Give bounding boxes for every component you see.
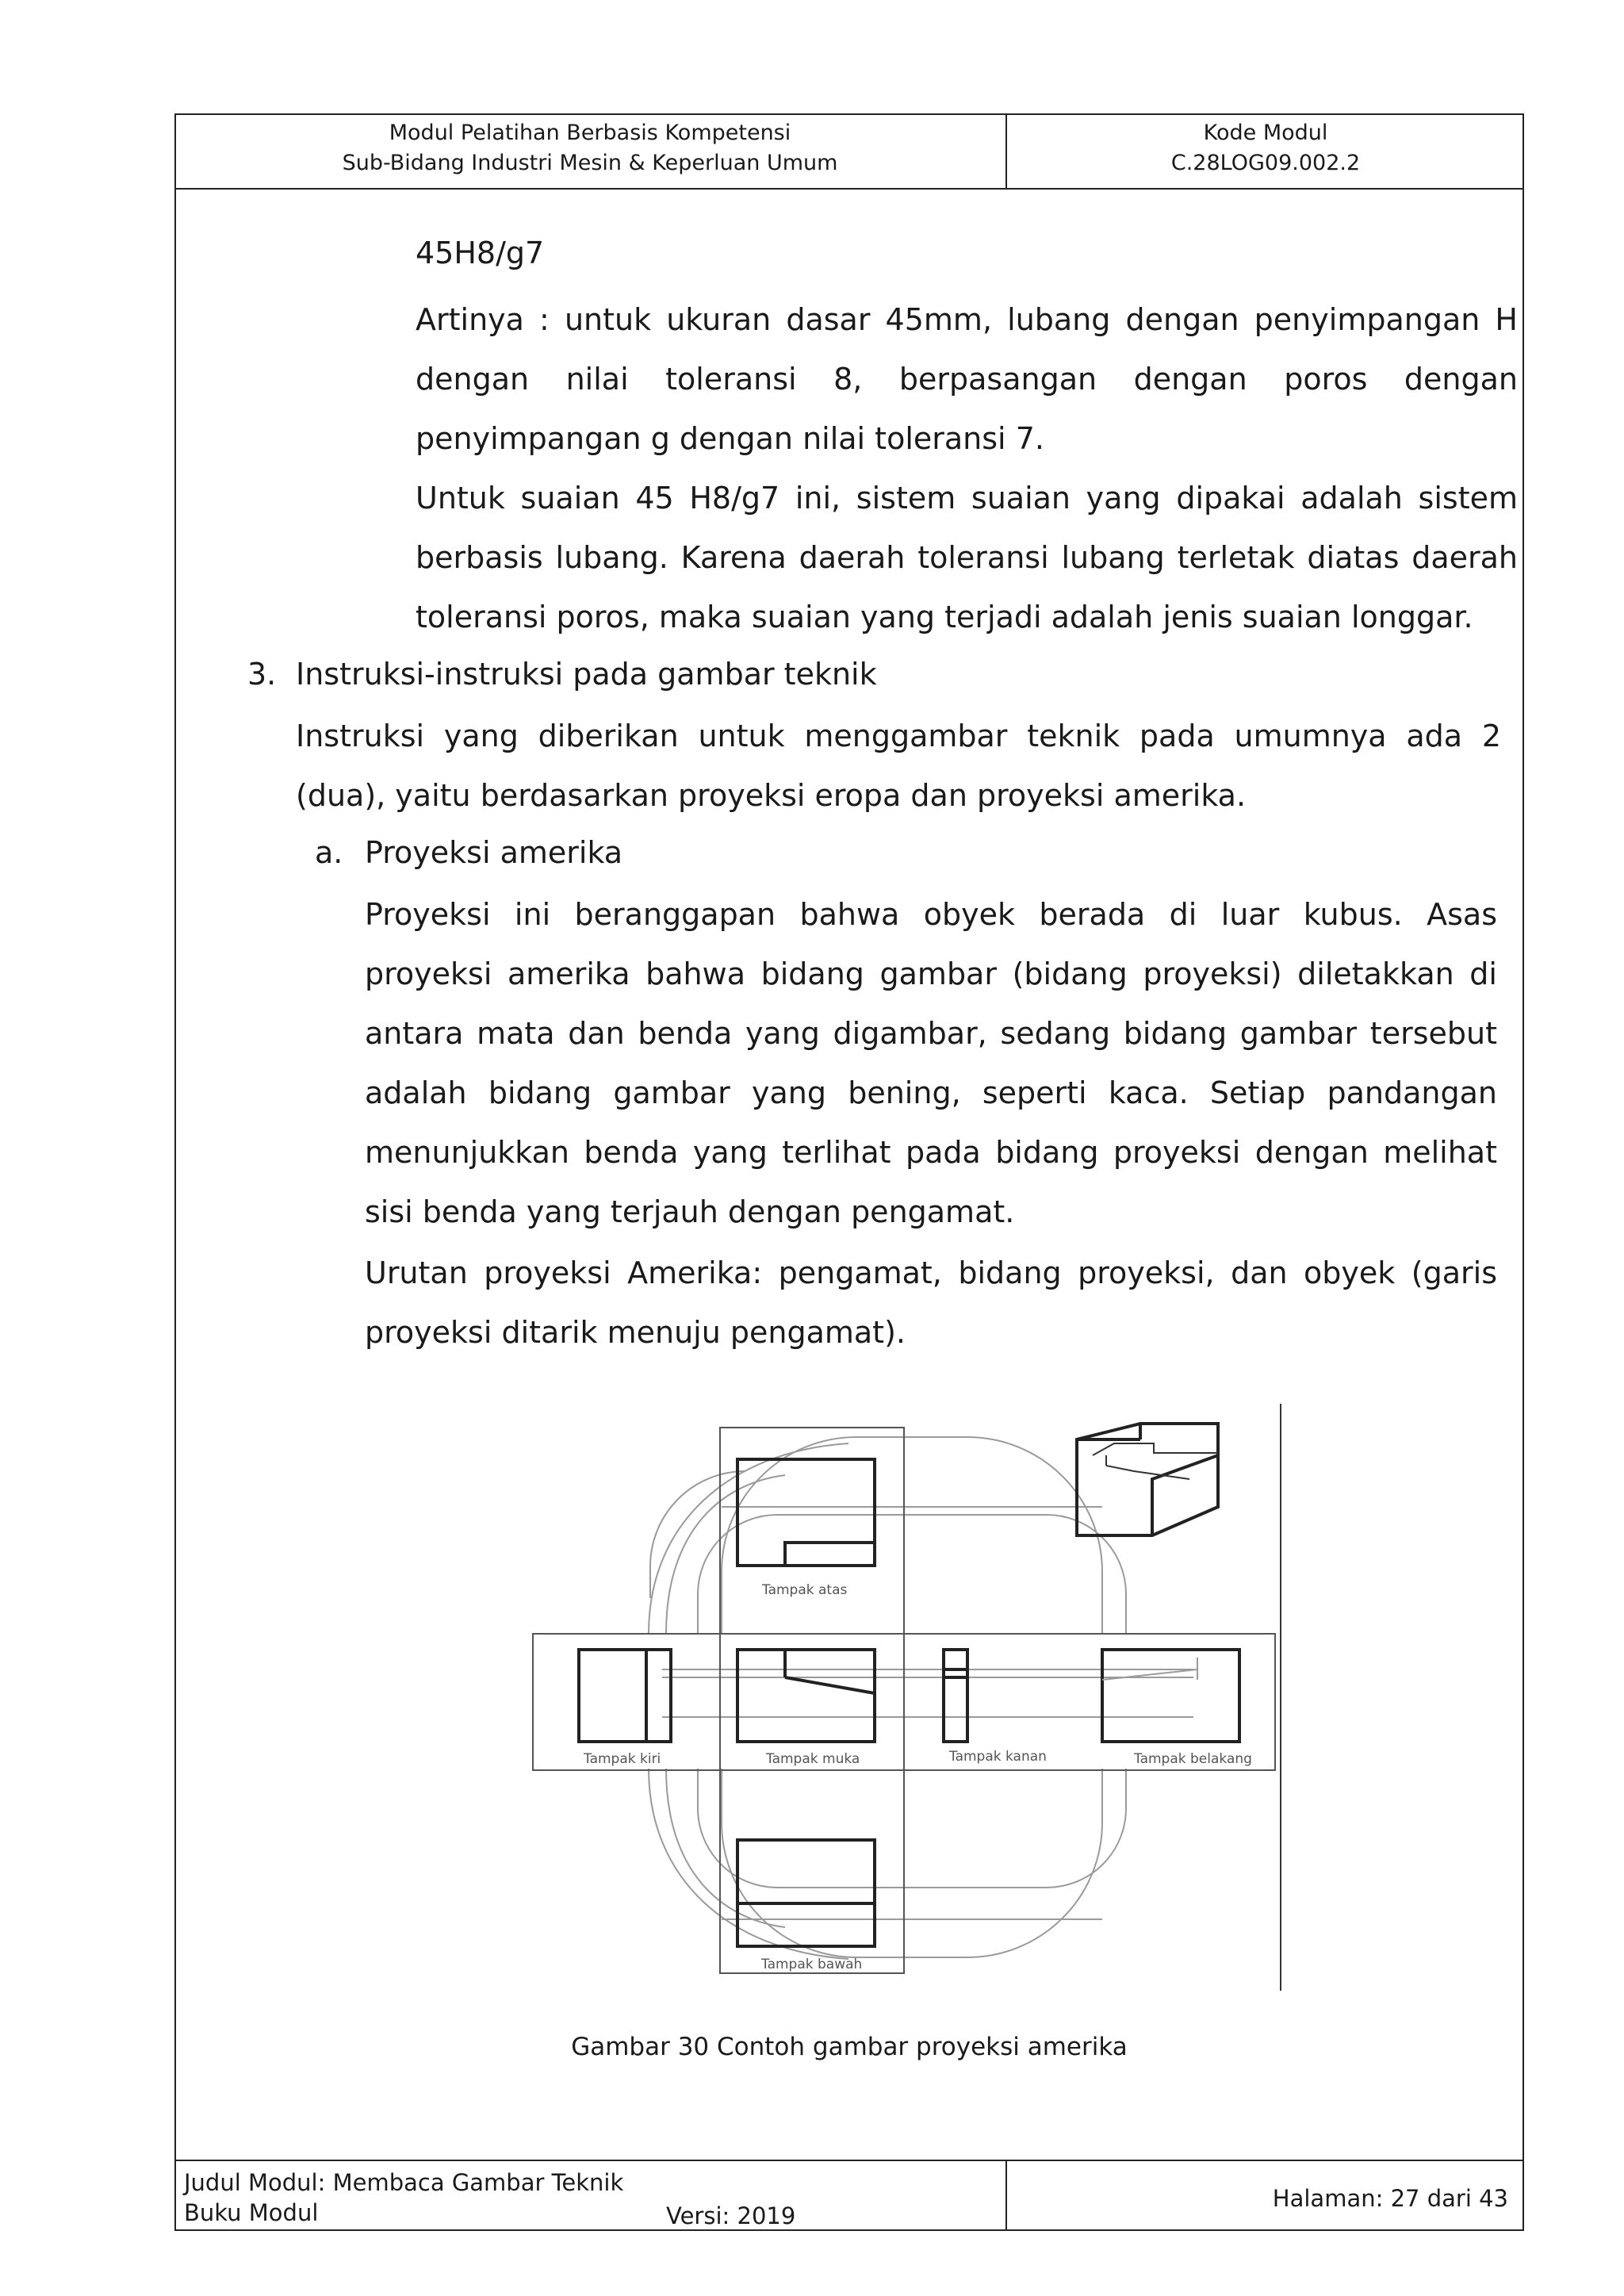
footer-module-title: Judul Modul: Membaca Gambar Teknik [184,2169,624,2196]
label-left-view: Tampak kiri [584,1751,661,1767]
paragraph-proyeksi: Proyeksi ini beranggapan bahwa obyek berada di luar kubus. Asas proyeksi amerika bahwa bidang gambar (bidang proyeksi) diletakkan di antara mata dan benda yang digambar, sedang bidang gambar tersebut adalah bidang gambar yang bening, seperti kaca. Setiap pandangan menunjukkan benda yang terlihat pada bidang proyeksi dengan melihat sisi benda yang terjauh dengan pengamat. [365,897,1497,1229]
paragraph-artinya: Artinya : untuk ukuran dasar 45mm, lubang dengan penyimpangan H dengan nilai toleransi 8, berpasangan dengan poros dengan penyimpangan g dengan nilai toleransi 7. [416,302,1518,456]
header-title-line2: Sub-Bidang Industri Mesin & Keperluan Umum [342,151,838,175]
section-number: 3. [247,657,277,692]
american-projection-figure [523,1396,1293,1999]
fit-code: 45H8/g7 [416,236,545,270]
page-header [174,113,1524,190]
label-right-view: Tampak kanan [949,1749,1047,1765]
footer-book-label: Buku Modul [184,2199,319,2226]
footer-version: Versi: 2019 [666,2202,796,2229]
paragraph-instruksi: Instruksi yang diberikan untuk menggambar teknik pada umumnya ada 2 (dua), yaitu berdasarkan proyeksi eropa dan proyeksi amerika. [296,719,1501,813]
paragraph-urutan: Urutan proyeksi Amerika: pengamat, bidang proyeksi, dan obyek (garis proyeksi ditarik menuju pengamat). [365,1255,1497,1350]
label-back-view: Tampak belakang [1134,1751,1252,1767]
footer-page-number: Halaman: 27 dari 43 [1272,2185,1508,2212]
header-module-title [174,118,1005,178]
figure-caption: Gambar 30 Contoh gambar proyeksi amerika [571,2033,1128,2061]
sub-title: Proyeksi amerika [365,835,623,870]
label-top-view: Tampak atas [762,1582,848,1598]
section-title: Instruksi-instruksi pada gambar teknik [296,657,877,692]
paragraph-suaian: Untuk suaian 45 H8/g7 ini, sistem suaian yang dipakai adalah sistem berbasis lubang. Karena daerah toleransi lubang terletak diatas daerah toleransi poros, maka suaian yang terjadi adalah jenis suaian longgar. [416,481,1518,634]
label-front-view: Tampak muka [766,1751,860,1767]
sub-letter: a. [315,835,343,870]
page-footer [174,2160,1524,2231]
header-module-code [1007,118,1524,178]
label-bottom-view: Tampak bawah [761,1957,863,1972]
header-title-line1: Modul Pelatihan Berbasis Kompetensi [389,121,791,145]
header-code-value: C.28LOG09.002.2 [1170,151,1361,175]
header-code-label: Kode Modul [1203,121,1328,145]
